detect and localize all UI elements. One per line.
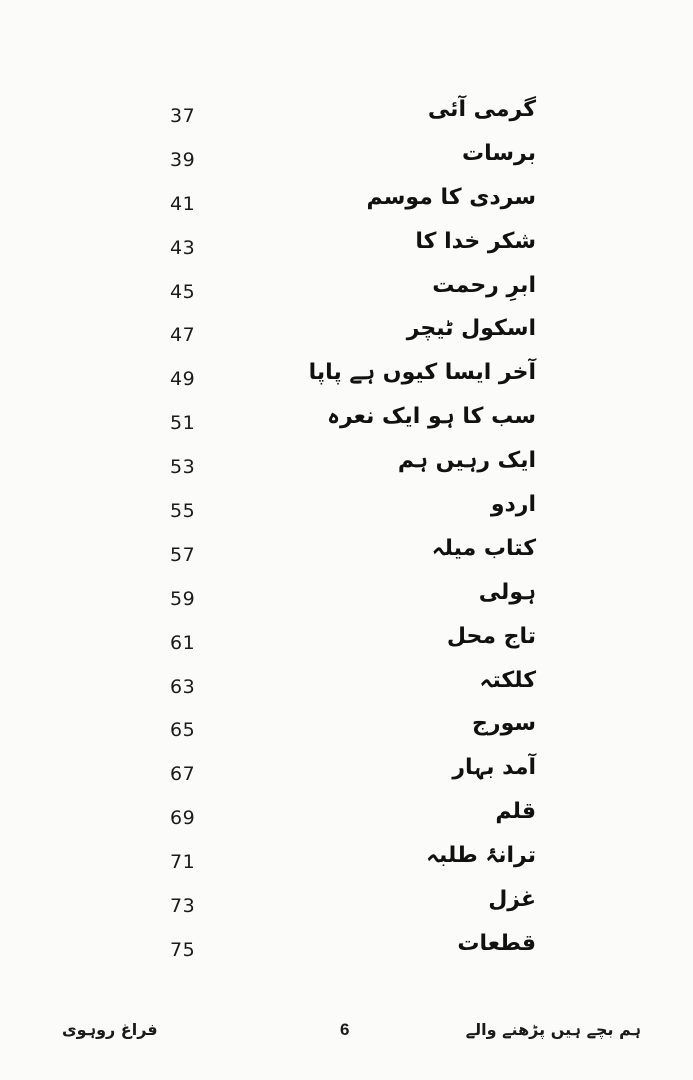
toc-title: اردو [490, 492, 536, 518]
toc-entry [0, 843, 693, 887]
toc-title: برسات [462, 140, 536, 166]
toc-entry [0, 492, 693, 536]
toc-title: کتاب میلہ [431, 535, 536, 561]
toc-entry [0, 887, 693, 931]
toc-page-number: 59 [170, 587, 196, 610]
toc-title: آخر ایسا کیوں ہے پاپا [308, 360, 536, 386]
toc-title: آمد بہار [452, 755, 536, 781]
toc-page-number: 37 [170, 105, 196, 127]
footer-author: فراغ روہوی [62, 1020, 158, 1039]
toc-entry [0, 536, 693, 580]
toc-page-number: 67 [170, 763, 196, 786]
toc-title: تاج محل [446, 623, 536, 649]
toc-entry [0, 316, 693, 360]
toc-title: غزل [488, 887, 536, 913]
toc-title: ایک رہیں ہم [397, 448, 536, 474]
toc-entry [0, 273, 693, 317]
toc-entry [0, 404, 693, 448]
footer-page-number: 6 [340, 1020, 350, 1039]
toc-entry [0, 97, 693, 141]
toc-page-number: 57 [170, 543, 196, 566]
toc-entry [0, 141, 693, 185]
toc-page-number: 45 [170, 280, 196, 303]
toc-entry [0, 185, 693, 229]
table-of-contents [0, 97, 693, 975]
page-footer [0, 1016, 693, 1056]
toc-page-number: 49 [170, 368, 196, 391]
toc-page-number: 53 [170, 456, 196, 479]
toc-page-number: 55 [170, 500, 196, 523]
toc-title: ترانۂ طلبہ [426, 843, 536, 869]
toc-title: ابرِ رحمت [432, 272, 536, 298]
toc-entry [0, 448, 693, 492]
toc-entry [0, 755, 693, 799]
toc-page-number: 43 [170, 236, 196, 259]
toc-title: ہولی [478, 579, 536, 605]
toc-page-number: 61 [170, 631, 196, 654]
toc-title: اسکول ٹیچر [406, 316, 536, 342]
toc-page-number: 71 [170, 851, 196, 874]
toc-page-number: 65 [170, 719, 196, 742]
toc-page-number: 39 [170, 148, 196, 171]
toc-page-number: 73 [170, 895, 196, 918]
toc-entry [0, 360, 693, 404]
toc-entry [0, 711, 693, 755]
toc-page-number: 75 [170, 938, 196, 961]
toc-entry [0, 668, 693, 712]
toc-entry [0, 580, 693, 624]
toc-entry [0, 229, 693, 273]
toc-title: قطعات [457, 930, 536, 956]
toc-entry [0, 799, 693, 843]
toc-page-number: 69 [170, 807, 196, 830]
toc-page-number: 41 [170, 192, 196, 215]
toc-page-number: 51 [170, 412, 196, 435]
toc-title: شکر خدا کا [415, 228, 536, 254]
footer-book-title: ہم بچے ہیں پڑھنے والے [465, 1020, 641, 1039]
toc-entry [0, 624, 693, 668]
toc-title: قلم [495, 799, 536, 825]
toc-title: کلکتہ [479, 667, 536, 693]
toc-page-number: 47 [170, 324, 196, 347]
toc-title: گرمی آئی [427, 97, 536, 122]
toc-page-number: 63 [170, 675, 196, 698]
toc-entry [0, 931, 693, 975]
toc-title: سورج [472, 711, 536, 737]
toc-title: سب کا ہو ایک نعرہ [327, 404, 536, 430]
toc-title: سردی کا موسم [366, 184, 536, 210]
